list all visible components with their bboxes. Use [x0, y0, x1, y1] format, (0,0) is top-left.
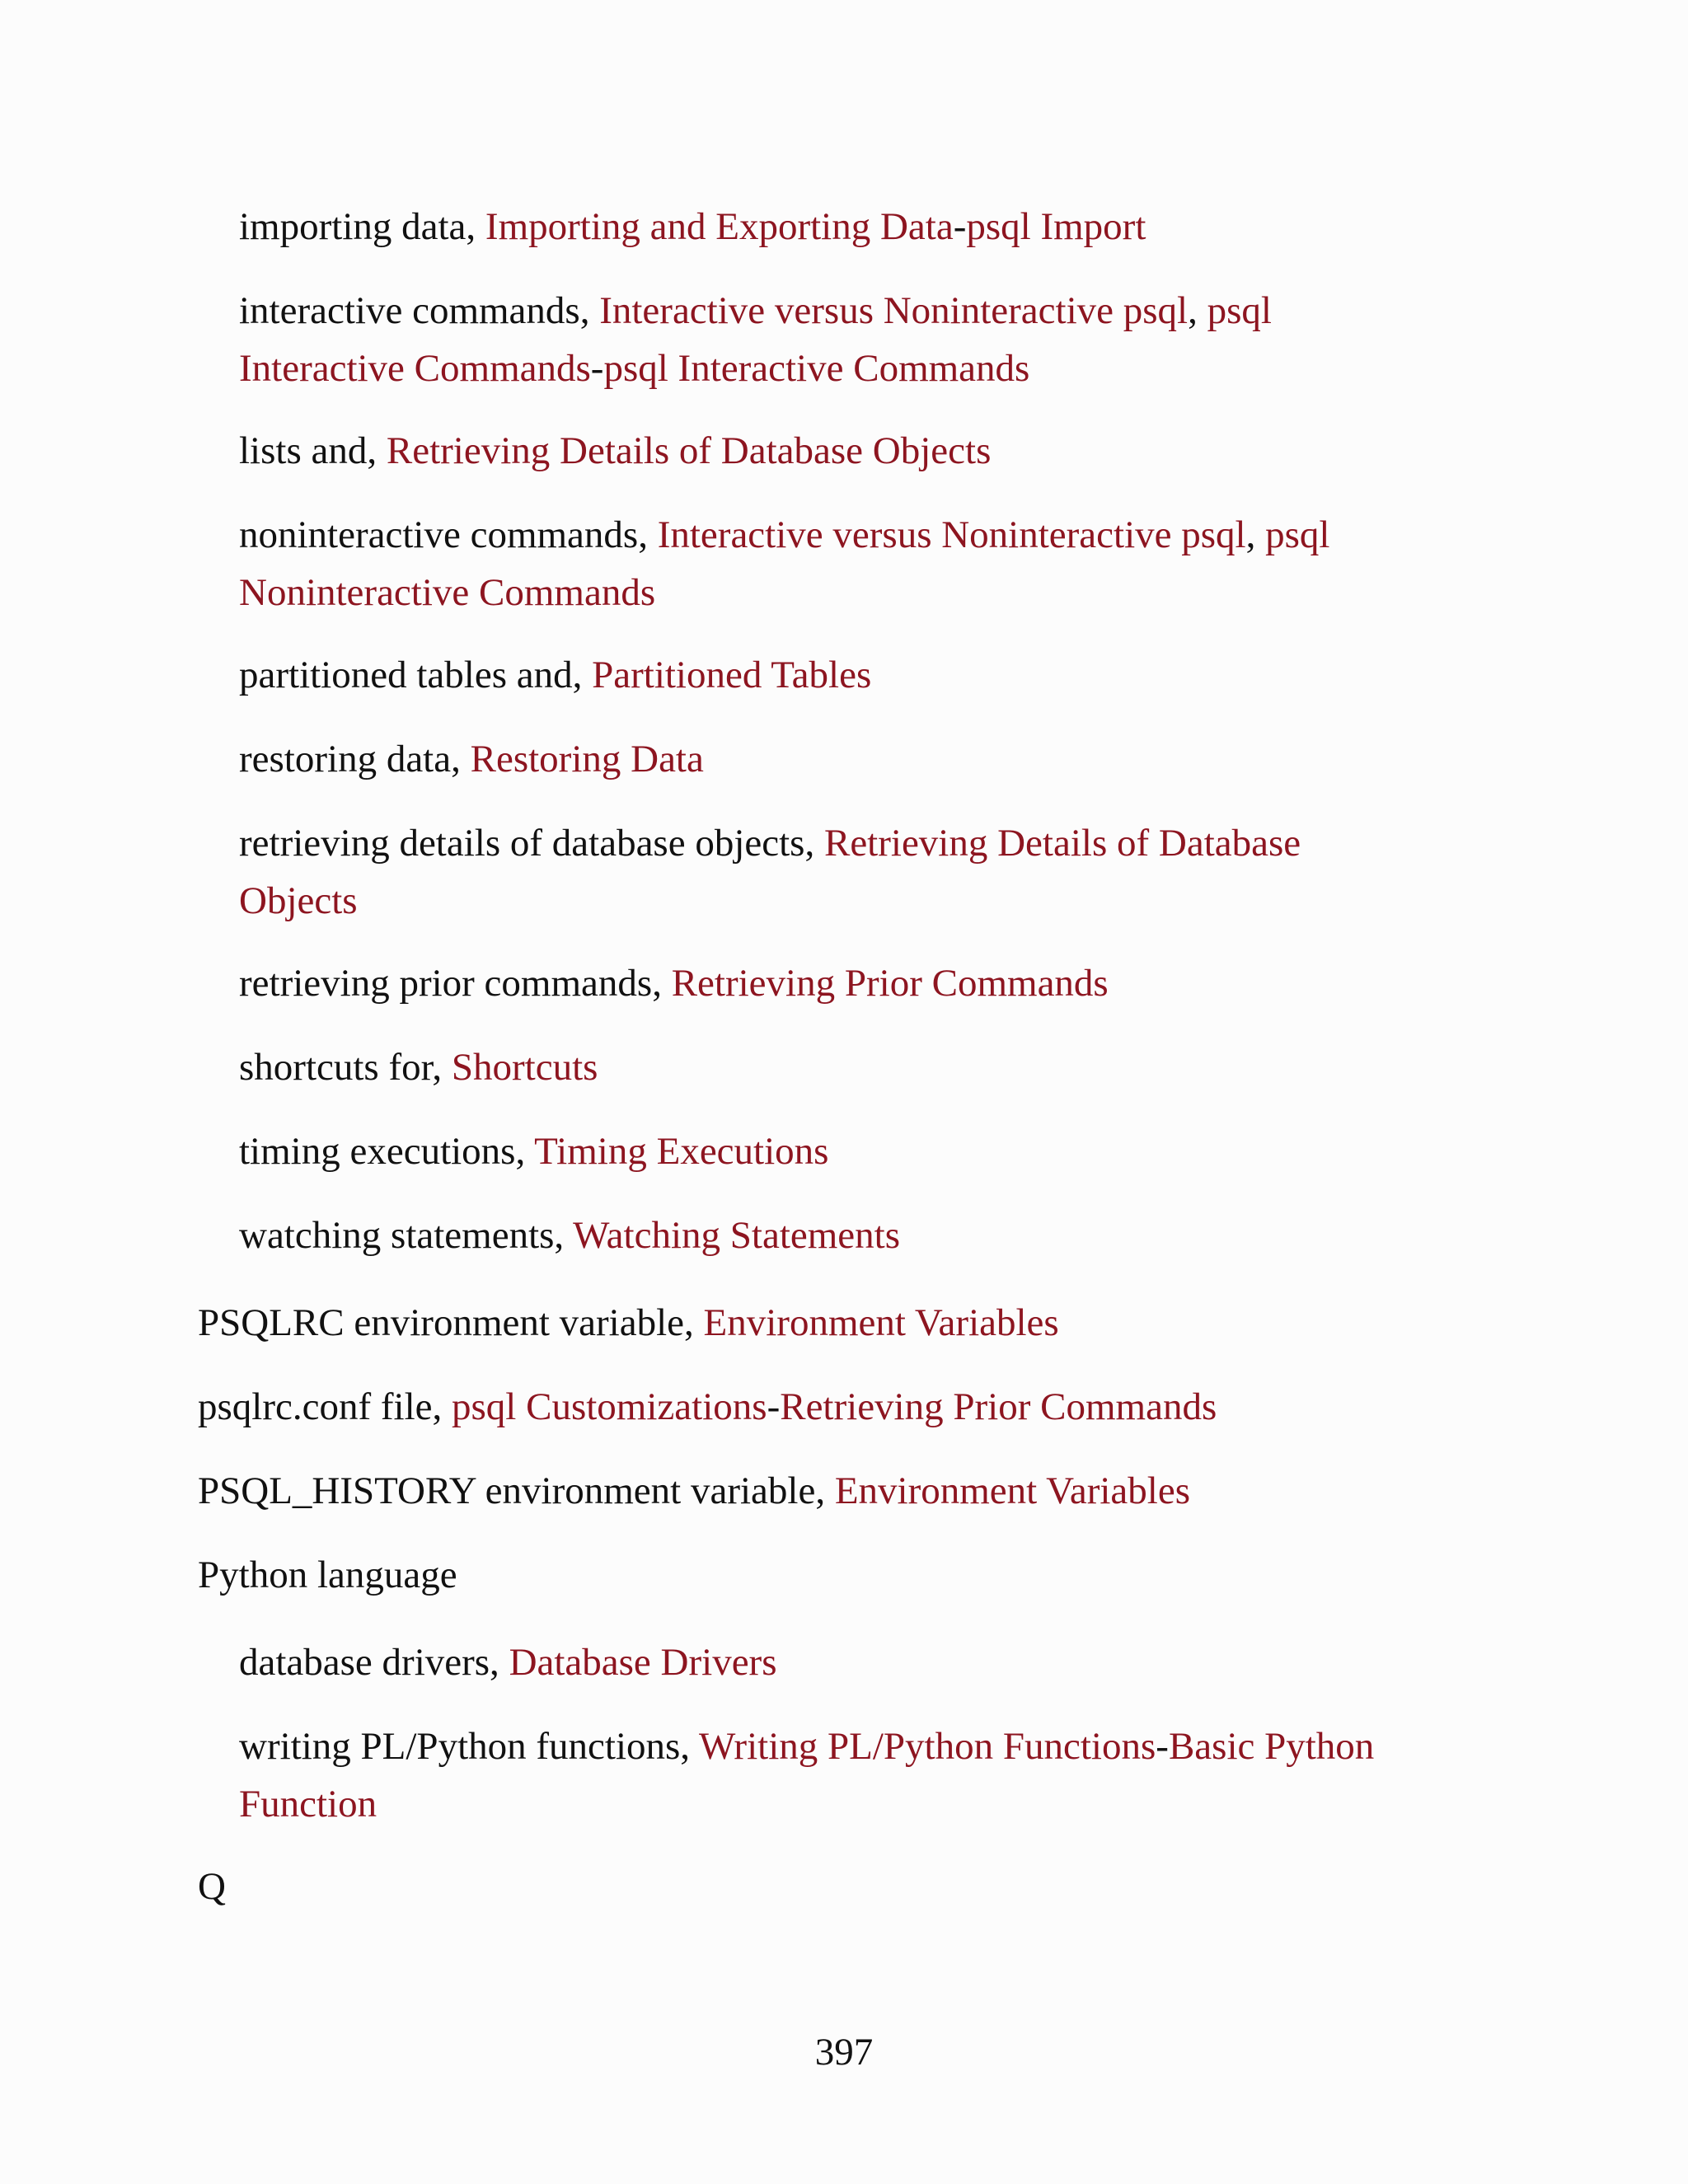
page-number: 397: [814, 2031, 874, 2074]
index-term: database drivers,: [239, 1641, 509, 1684]
entry-line: [239, 198, 1146, 255]
entry-line: [239, 1633, 777, 1691]
index-link[interactable]: Retrieving Prior Commands: [780, 1385, 1217, 1428]
entry-line: [239, 282, 1272, 340]
entry-line: [198, 1546, 457, 1604]
index-term: timing executions,: [239, 1130, 535, 1173]
index-subentry: [239, 814, 1301, 930]
index-link[interactable]: Interactive Commands: [239, 347, 591, 390]
index-term: ,: [1245, 513, 1266, 556]
entry-line: [239, 1718, 1374, 1775]
index-link[interactable]: Retrieving Prior Commands: [671, 962, 1109, 1005]
index-subentry: [239, 1718, 1374, 1833]
entry-line: [239, 1775, 1374, 1833]
index-link[interactable]: Importing and Exporting Data: [485, 205, 954, 248]
index-link[interactable]: Restoring Data: [470, 738, 704, 780]
index-entry: [198, 1378, 1217, 1436]
index-subentry: [239, 730, 704, 788]
entry-line: [239, 814, 1301, 872]
index-link[interactable]: psql: [1265, 513, 1330, 556]
index-link[interactable]: Function: [239, 1783, 377, 1825]
entry-line: [239, 340, 1272, 397]
index-term: watching statements,: [239, 1214, 574, 1257]
index-term: -: [590, 347, 604, 390]
entry-line: [239, 646, 871, 704]
entry-line: [239, 954, 1109, 1012]
entry-line: [239, 1207, 900, 1264]
entry-line: [239, 506, 1329, 564]
index-term: partitioned tables and,: [239, 654, 593, 696]
index-entry: [198, 1294, 1059, 1352]
entry-line: [198, 1462, 1190, 1520]
entry-line: [239, 730, 704, 788]
index-subentry: [239, 506, 1329, 621]
index-link[interactable]: Watching Statements: [573, 1214, 901, 1257]
index-link[interactable]: psql Import: [966, 205, 1146, 248]
index-subentry: [239, 422, 991, 480]
index-term: importing data,: [239, 205, 485, 248]
index-term: PSQL_HISTORY environment variable,: [198, 1469, 835, 1512]
index-subentry: [239, 1207, 900, 1264]
entry-line: [239, 1038, 598, 1096]
entry-line: [198, 1858, 226, 1915]
index-link[interactable]: Basic Python: [1168, 1725, 1375, 1768]
index-term: interactive commands,: [239, 289, 600, 332]
index-link[interactable]: Environment Variables: [834, 1469, 1190, 1512]
index-link[interactable]: psql: [1207, 289, 1272, 332]
entry-line: [239, 1122, 828, 1180]
index-term: lists and,: [239, 429, 387, 472]
index-subentry: [239, 198, 1146, 255]
entry-line: [198, 1378, 1217, 1436]
entry-line: [198, 1294, 1059, 1352]
index-term: restoring data,: [239, 738, 471, 780]
index-subentry: [239, 282, 1272, 397]
index-link[interactable]: Noninteractive Commands: [239, 571, 656, 614]
index-entry: [198, 1462, 1190, 1520]
index-term: retrieving details of database objects,: [239, 822, 824, 865]
index-link[interactable]: Interactive versus Noninteractive psql: [657, 513, 1246, 556]
index-entry: [198, 1858, 226, 1915]
index-link[interactable]: Shortcuts: [451, 1046, 598, 1089]
index-link[interactable]: psql Interactive Commands: [603, 347, 1030, 390]
index-term: ,: [1188, 289, 1207, 332]
index-term: -: [767, 1385, 781, 1428]
index-entry: [198, 1546, 457, 1604]
index-link[interactable]: Retrieving Details of Database Objects: [386, 429, 992, 472]
index-term: writing PL/Python functions,: [239, 1725, 699, 1768]
index-link[interactable]: Database Drivers: [509, 1641, 777, 1684]
entry-line: [239, 872, 1301, 930]
index-link[interactable]: Objects: [239, 879, 358, 922]
index-link[interactable]: psql Customizations: [452, 1385, 767, 1428]
index-subentry: [239, 1122, 828, 1180]
index-term: -: [953, 205, 967, 248]
entry-line: [239, 422, 991, 480]
index-link[interactable]: Environment Variables: [703, 1301, 1059, 1344]
index-term: psqlrc.conf file,: [198, 1385, 452, 1428]
index-term: Python language: [198, 1554, 457, 1596]
index-term: Q: [198, 1865, 226, 1908]
entry-line: [239, 564, 1329, 621]
index-subentry: [239, 1633, 777, 1691]
index-subentry: [239, 646, 871, 704]
index-link[interactable]: Partitioned Tables: [592, 654, 872, 696]
index-link[interactable]: Retrieving Details of Database: [823, 822, 1301, 865]
index-link[interactable]: Timing Executions: [534, 1130, 829, 1173]
index-link[interactable]: Interactive versus Noninteractive psql: [599, 289, 1189, 332]
index-term: PSQLRC environment variable,: [198, 1301, 704, 1344]
index-term: retrieving prior commands,: [239, 962, 672, 1005]
index-term: noninteractive commands,: [239, 513, 658, 556]
index-subentry: [239, 1038, 598, 1096]
index-subentry: [239, 954, 1109, 1012]
index-term: -: [1156, 1725, 1169, 1768]
index-term: shortcuts for,: [239, 1046, 452, 1089]
index-link[interactable]: Writing PL/Python Functions: [698, 1725, 1156, 1768]
